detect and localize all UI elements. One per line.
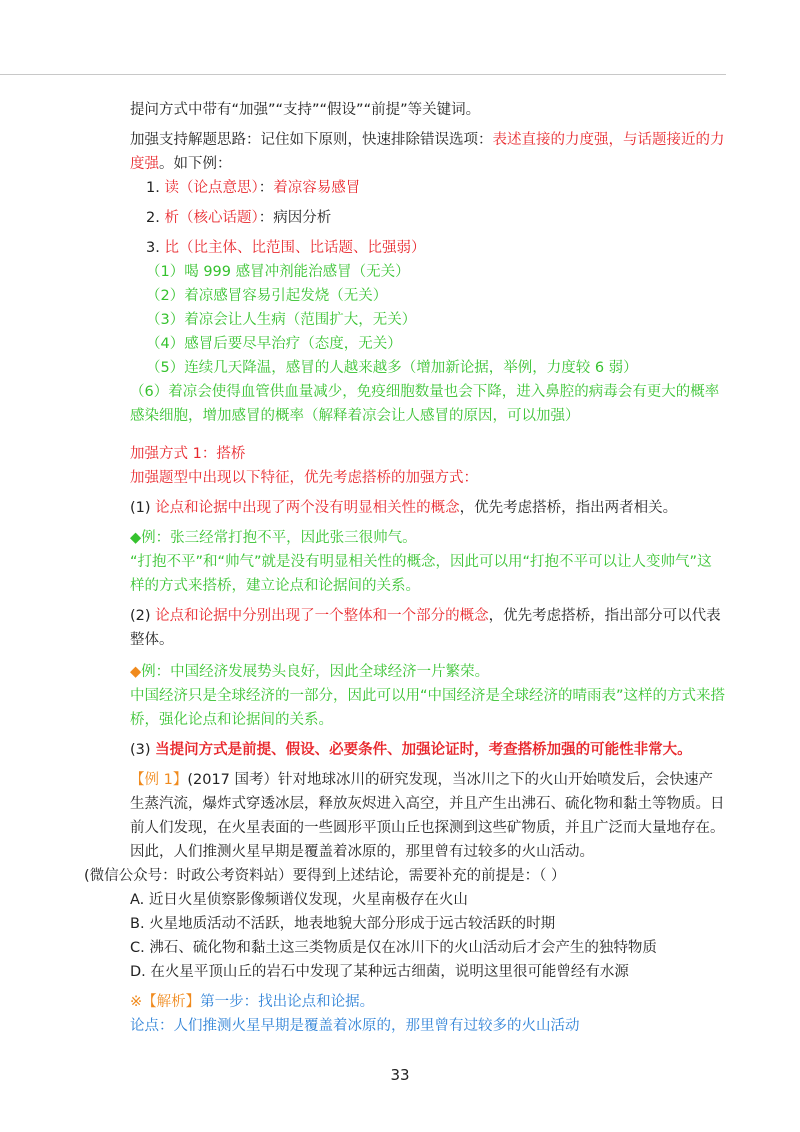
option-a: A. 近日火星侦察影像频谱仪发现，火星南极存在火山 (130, 892, 468, 908)
case-1-explain: “打抱不平”和“帅气”就是没有明显相关性的概念，因此可以用“打抱不平可以让人变帅气”这样的方式来搭桥，建立论点和论据间的关系。 (130, 554, 712, 594)
intro-line-2 (130, 128, 726, 176)
step-1 (130, 176, 726, 200)
example-5: （5）连续几天降温，感冒的人越来越多（增加新论据，举例，力度较 6 弱） (146, 360, 638, 376)
step-2-sep: ： (258, 210, 274, 226)
option-d: D. 在火星平顶山丘的岩石中发现了某种远古细菌，说明这里很可能曾经有水源 (130, 964, 629, 980)
case-1-rest: ，优先考虑搭桥，指出两者相关。 (459, 500, 678, 516)
case-2-rest: ，优先考虑搭桥，指出部分可以代表整体。 (130, 608, 721, 648)
diamond-bullet-icon: ◆ (130, 664, 142, 680)
method-subtitle: 加强题型中出现以下特征，优先考虑搭桥的加强方式： (130, 470, 478, 486)
intro-line-1: 提问方式中带有“加强”“支持”“假设”“前提”等关键词。 (130, 102, 481, 118)
case-1 (130, 496, 726, 520)
example-6 (130, 380, 726, 428)
option-c: C. 沸石、硫化物和黏土这三类物质是仅在冰川下的火山活动后才会产生的独特物质 (130, 940, 657, 956)
case-3 (130, 738, 726, 762)
method-title: 加强方式 1：搭桥 (130, 446, 246, 462)
page-content (84, 98, 726, 1038)
question-prompt (84, 864, 726, 888)
question-body (130, 768, 726, 864)
question-prompt-text: 要得到上述结论，需要补充的前提是：（ ） (292, 868, 566, 884)
example-2: （2）着凉感冒容易引起发烧（无关） (146, 288, 388, 304)
case-1-number: (1) (130, 500, 151, 516)
step-3-key: 比（比主体、比范围、比话题、比强弱） (164, 240, 426, 256)
example-6-text: （6）着凉会使得血管供血量减少，免疫细胞数量也会下降，进入鼻腔的病毒会有更大的概率感染细胞，增加感冒的概率（解释着凉会让人感冒的原因，可以加强） (130, 384, 720, 424)
case-1-key: 论点和论据中出现了两个没有明显相关性的概念 (155, 500, 460, 516)
example-3: （3）着凉会让人生病（范围扩大，无关） (146, 312, 417, 328)
example-1: （1）喝 999 感冒冲剂能治感冒（无关） (146, 264, 410, 280)
step-1-text: 着凉容易感冒 (273, 180, 361, 196)
option-b: B. 火星地质活动不活跃，地表地貌大部分形成于远古较活跃的时期 (130, 916, 556, 932)
intro-line-2-highlight: 表述直接的力度强，与话题接近的力度强 (130, 132, 725, 172)
analysis-heading (130, 990, 726, 1014)
example-4: （4）感冒后要尽早治疗（态度，无关） (146, 336, 402, 352)
analysis-step: 第一步：找出论点和论据。 (200, 994, 375, 1010)
case-1-example: ◆例：张三经常打抱不平，因此张三很帅气。 (130, 530, 417, 546)
case-3-key: 当提问方式是前提、假设、必要条件、加强论证时，考查搭桥加强的可能性非常大。 (155, 742, 692, 758)
step-3 (130, 236, 726, 260)
step-1-number: 1. (146, 180, 160, 196)
case-3-number: (3) (130, 742, 151, 758)
analysis-tag: ※【解析】 (130, 994, 201, 1010)
step-3-number: 3. (146, 240, 160, 256)
step-2-key: 析（核心话题） (164, 210, 259, 226)
question-text: (2017 国考）针对地球冰川的研究发现，当冰川之下的火山开始喷发后，会快速产生蒸汽流，爆炸式穿透冰层，释放灰烬进入高空，并且产生出沸石、硫化物和黏土等物质。日前人们发现，在火星表面的一些圆形平顶山丘也探测到这些矿物质，并且广泛而大量地存在。因此，人们推测火星早期是覆盖着冰原的，那里曾有过较多的火山活动。 (130, 772, 725, 860)
case-2-key: 论点和论据中分别出现了一个整体和一个部分的概念 (155, 608, 489, 624)
step-1-key: 读（论点意思） (164, 180, 259, 196)
step-2-text: 病因分析 (273, 210, 332, 226)
case-2 (130, 604, 726, 652)
step-1-sep: ： (258, 180, 274, 196)
case-2-example-text: 例：中国经济发展势头良好，因此全球经济一片繁荣。 (141, 664, 490, 680)
case-2-example (130, 660, 726, 684)
page-number: 33 (390, 1066, 410, 1084)
case-2-number: (2) (130, 608, 151, 624)
question-source: (微信公众号：时政公考资料站） (84, 868, 293, 884)
case-2-explain: 中国经济只是全球经济的一部分，因此可以用“中国经济是全球经济的晴雨表”这样的方式来搭桥，强化论点和论据间的关系。 (130, 688, 726, 728)
analysis-point: 论点：人们推测火星早期是覆盖着冰原的，那里曾有过较多的火山活动 (130, 1018, 580, 1034)
intro-line-2-prefix: 加强支持解题思路：记住如下原则，快速排除错误选项： (130, 132, 493, 148)
header-divider (0, 74, 726, 75)
intro-line-2-suffix: 。如下例： (159, 156, 232, 172)
step-2-number: 2. (146, 210, 160, 226)
step-2 (130, 206, 726, 230)
question-tag: 【例 1】 (130, 772, 188, 788)
